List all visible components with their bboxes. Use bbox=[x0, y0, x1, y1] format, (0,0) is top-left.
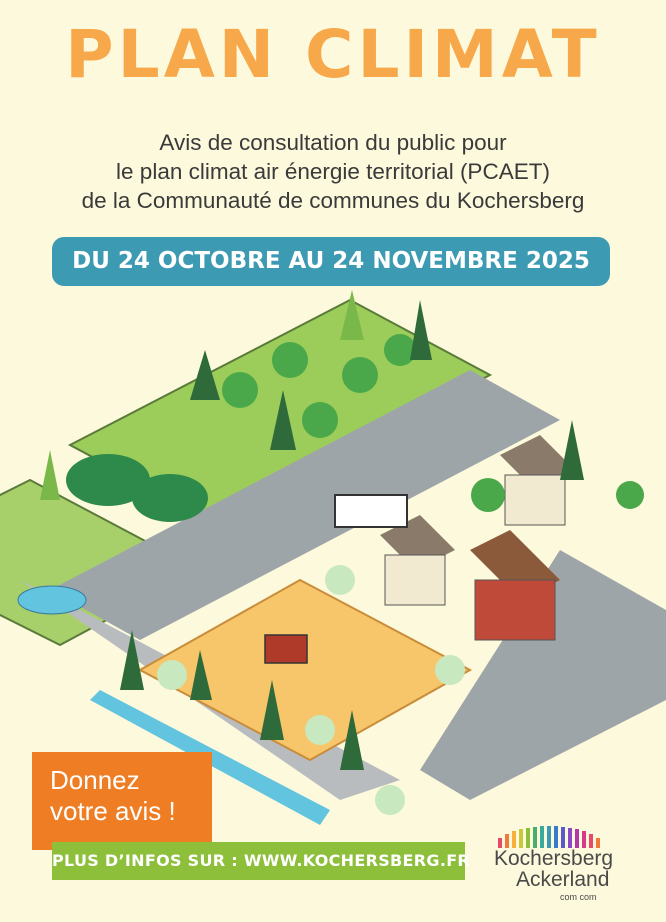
info-banner[interactable]: PLUS D’INFOS SUR : WWW.KOCHERSBERG.FR bbox=[52, 842, 465, 880]
poster-title: PLAN CLIMAT bbox=[65, 16, 601, 93]
tractor bbox=[265, 635, 307, 663]
subtitle-line: le plan climat air énergie territorial (PCAET) bbox=[116, 159, 550, 184]
logo-color-bars-icon bbox=[498, 826, 618, 848]
poster-subtitle bbox=[0, 128, 666, 215]
give-opinion-box bbox=[32, 752, 212, 850]
house-wall bbox=[505, 475, 565, 525]
logo-name-line2: Ackerland bbox=[516, 868, 610, 891]
subtitle-line: de la Communauté de communes du Kochersberg bbox=[81, 188, 585, 213]
house-wall bbox=[385, 555, 445, 605]
bus bbox=[335, 495, 407, 527]
kochersberg-logo bbox=[488, 826, 628, 900]
biogas-tank bbox=[132, 474, 208, 522]
logo-name-line1: Kochersberg bbox=[494, 847, 614, 870]
cta-line: votre avis ! bbox=[50, 796, 176, 826]
subtitle-line: Avis de consultation du public pour bbox=[159, 130, 507, 155]
dates-banner: DU 24 OCTOBRE AU 24 NOVEMBRE 2025 bbox=[52, 237, 610, 286]
cta-line: Donnez bbox=[50, 765, 140, 795]
logo-name-line3: com com bbox=[560, 892, 597, 902]
house-wall bbox=[475, 580, 555, 640]
pond bbox=[18, 586, 86, 614]
